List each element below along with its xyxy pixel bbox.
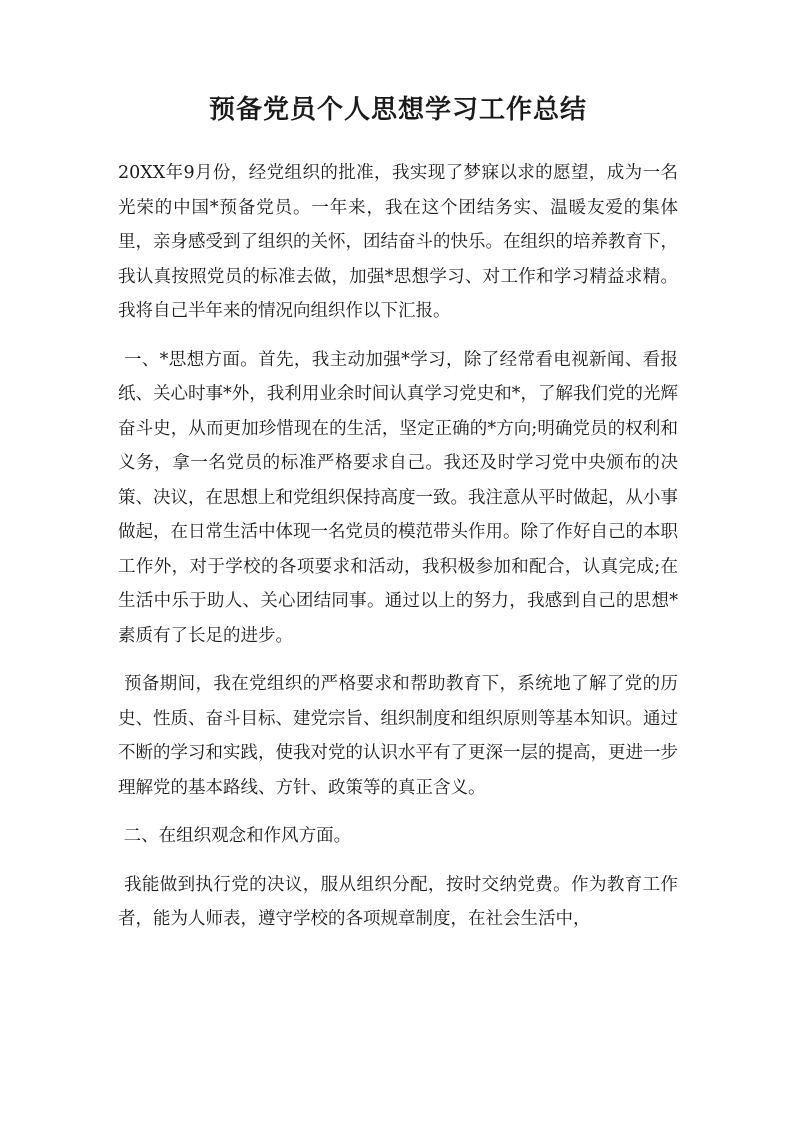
- paragraph-section-2: 我能做到执行党的决议，服从组织分配，按时交纳党费。作为教育工作者，能为人师表，遵守学校的各项规章制度，在社会生活中，: [118, 874, 678, 930]
- paragraph-intro: 20XX年9月份，经党组织的批准，我实现了梦寐以求的愿望，成为一名光荣的中国*预备党员。一年来，我在这个团结务实、温暖友爱的集体里，亲身感受到了组织的关怀，团结奋斗的快乐。在组织的培养教育下，我认真按照党员的标准去做，加强*思想学习、对工作和学习精益求精。我将自己半年来的情况向组织作以下汇报。: [118, 163, 678, 322]
- paragraph-probation: 预备期间，我在党组织的严格要求和帮助教育下，系统地了解了党的历史、性质、奋斗目标、建党宗旨、组织制度和组织原则等基本知识。通过不断的学习和实践，使我对党的认识水平有了更深一层的提高，更进一步理解党的基本路线、方针、政策等的真正含义。: [118, 674, 678, 798]
- document-page: [118, 92, 678, 951]
- document-title: 预备党员个人思想学习工作总结: [208, 95, 587, 125]
- section-heading-2: 二、在组织观念和作风方面。: [118, 826, 352, 847]
- paragraph-section-1: 一、*思想方面。首先，我主动加强*学习，除了经常看电视新闻、看报纸、关心时事*外，我利用业余时间认真学习党史和*，了解我们党的光辉奋斗史，从而更加珍惜现在的生活，坚定正确的*方向;明确党员的权利和义务，拿一名党员的标准严格要求自己。我还及时学习党中央颁布的决策、决议，在思想上和党组织保持高度一致。我注意从平时做起，从小事做起，在日常生活中体现一名党员的模范带头作用。除了作好自己的本职工作外，对于学校的各项要求和活动，我积极参加和配合，认真完成;在生活中乐于助人、关心团结同事。通过以上的努力，我感到自己的思想*素质有了长足的进步。: [118, 349, 678, 646]
